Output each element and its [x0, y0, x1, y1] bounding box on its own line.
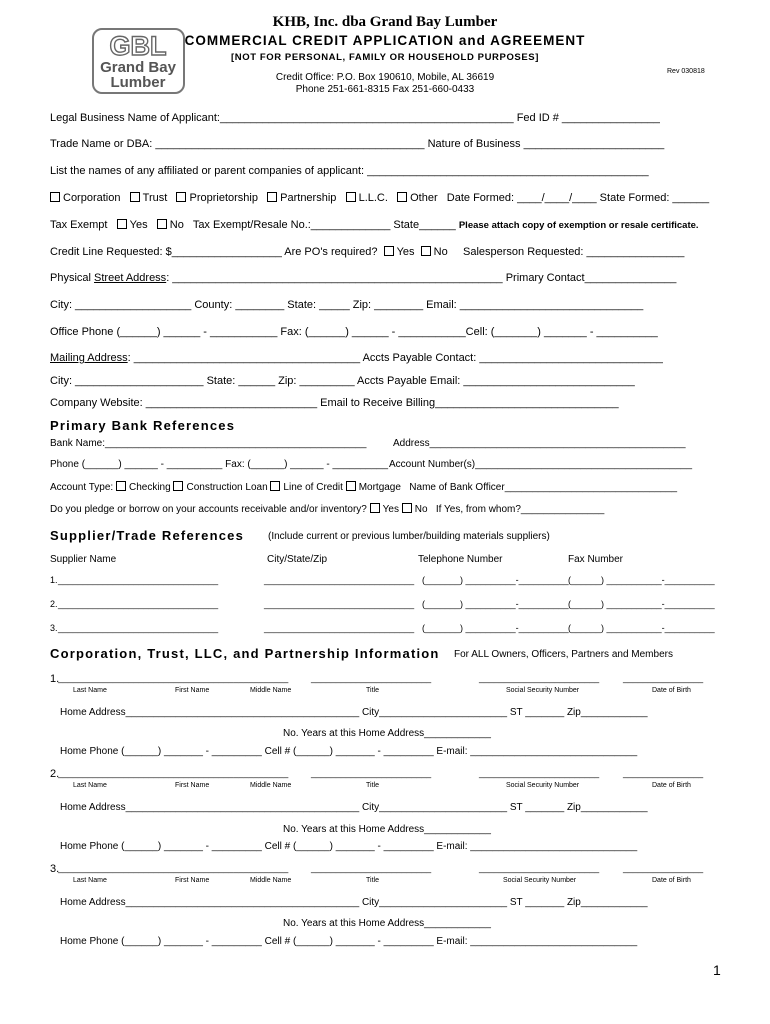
- first-name-caption: First Name: [175, 782, 210, 789]
- salesperson-field[interactable]: Salesperson Requested: ________________: [463, 246, 685, 258]
- bank-address-field[interactable]: Address______________________________________________: [393, 438, 686, 449]
- supplier-city-field[interactable]: ______________________________: [264, 623, 415, 633]
- years-at-address-field[interactable]: No. Years at this Home Address____________: [283, 728, 491, 739]
- owner-ssn-field[interactable]: ________________________: [479, 673, 600, 683]
- supplier-phone-field[interactable]: (_______) __________-__________: [422, 623, 569, 633]
- dob-caption: Date of Birth: [652, 687, 691, 694]
- owner-title-field[interactable]: ________________________: [311, 863, 432, 873]
- owner-number: 3.: [50, 863, 60, 875]
- form-title: COMMERCIAL CREDIT APPLICATION and AGREEMENT: [184, 33, 586, 48]
- owner-title-field[interactable]: ________________________: [311, 673, 432, 683]
- col-supplier-name: Supplier Name: [50, 554, 117, 565]
- logo-line1: Grand Bay: [100, 59, 176, 76]
- supplier-phone-field[interactable]: (_______) __________-__________: [422, 599, 569, 609]
- supplier-references-heading: Supplier/Trade References: [50, 528, 245, 543]
- tax-exempt-yes-label: Yes: [129, 219, 148, 231]
- home-address-field[interactable]: Home Address__________________________________________ City_______________________ ST _______ Zip____________: [60, 897, 648, 908]
- supplier-name-field[interactable]: ________________________________: [58, 623, 219, 633]
- city-county-row[interactable]: City: ___________________ County: ________ State: _____ Zip: ________ Email: ______________________________: [50, 299, 644, 311]
- llc-label: L.L.C.: [358, 192, 388, 204]
- supplier-note: (Include current or previous lumber/building materials suppliers): [268, 531, 550, 542]
- owner-name-field[interactable]: ______________________________________________: [58, 768, 289, 778]
- checking-checkbox[interactable]: [116, 481, 126, 491]
- middle-name-caption: Middle Name: [250, 782, 292, 789]
- tax-exempt-yes-checkbox[interactable]: [117, 219, 127, 229]
- corporation-checkbox[interactable]: [50, 192, 60, 202]
- tax-exempt-no-checkbox[interactable]: [157, 219, 167, 229]
- owner-number: 1.: [50, 673, 60, 685]
- supplier-row-number: 1.: [50, 575, 58, 585]
- affiliated-companies-row[interactable]: List the names of any affiliated or parent companies of applicant: ______________________________________________: [50, 165, 649, 177]
- account-type-row: [50, 481, 677, 493]
- first-name-caption: First Name: [175, 687, 210, 694]
- pledge-row: [50, 503, 604, 515]
- owner-ssn-field[interactable]: ________________________: [479, 768, 600, 778]
- po-yes-checkbox[interactable]: [384, 246, 394, 256]
- supplier-city-field[interactable]: ______________________________: [264, 575, 415, 585]
- po-no-checkbox[interactable]: [421, 246, 431, 256]
- col-city-state-zip: City/State/Zip: [267, 554, 328, 565]
- supplier-city-field[interactable]: ______________________________: [264, 599, 415, 609]
- supplier-fax-field[interactable]: (______) ___________-__________: [568, 623, 715, 633]
- bank-officer-field[interactable]: Name of Bank Officer_______________________________: [409, 482, 678, 493]
- dob-caption: Date of Birth: [652, 877, 691, 884]
- col-fax: Fax Number: [568, 554, 624, 565]
- mailing-address-row[interactable]: Mailing Address: _____________________________________ Accts Payable Contact: ______________________________: [50, 352, 663, 364]
- owners-heading: Corporation, Trust, LLC, and Partnership Information: [50, 646, 440, 661]
- form-notice: [NOT FOR PERSONAL, FAMILY OR HOUSEHOLD PURPOSES]: [230, 52, 540, 63]
- mortgage-checkbox[interactable]: [346, 481, 356, 491]
- revision: Rev 030818: [667, 68, 705, 75]
- bank-account-field[interactable]: Account Number(s)_______________________________________: [389, 459, 693, 470]
- ssn-caption: Social Security Number: [506, 687, 580, 694]
- supplier-row-number: 2.: [50, 599, 58, 609]
- bank-phone-fax-field[interactable]: Phone (______) ______ - __________ Fax: (______) ______ - __________: [50, 459, 389, 470]
- years-at-address-field[interactable]: No. Years at this Home Address____________: [283, 824, 491, 835]
- tax-exempt-row: [50, 219, 699, 231]
- dob-caption: Date of Birth: [652, 782, 691, 789]
- company-name: KHB, Inc. dba Grand Bay Lumber: [272, 14, 498, 30]
- credit-line-field[interactable]: Credit Line Requested: $__________________ Are PO's required?: [50, 246, 378, 258]
- office-phones: Phone 251-661-8315 Fax 251-660-0433: [295, 84, 475, 95]
- construction-loan-label: Construction Loan: [186, 482, 268, 493]
- website-row[interactable]: Company Website: ____________________________ Email to Receive Billing______________________________: [50, 397, 619, 409]
- proprietorship-label: Proprietorship: [189, 192, 258, 204]
- tax-exempt-label: Tax Exempt: [50, 219, 108, 231]
- credit-line-row: [50, 246, 684, 258]
- po-yes-label: Yes: [396, 246, 415, 258]
- supplier-fax-field[interactable]: (______) ___________-__________: [568, 575, 715, 585]
- owner-dob-field[interactable]: ________________: [623, 863, 704, 873]
- home-phone-field[interactable]: Home Phone (______) _______ - _________ Cell # (______) _______ - _________ E-mail: ______________________________: [60, 841, 638, 852]
- mailing-city-row[interactable]: City: _____________________ State: ______ Zip: _________ Accts Payable Email: ____________________________: [50, 375, 635, 387]
- home-address-field[interactable]: Home Address__________________________________________ City_______________________ ST _______ Zip____________: [60, 802, 648, 813]
- years-at-address-field[interactable]: No. Years at this Home Address____________: [283, 918, 491, 929]
- last-name-caption: Last Name: [73, 782, 107, 789]
- pledge-from-whom-field[interactable]: If Yes, from whom?_______________: [435, 504, 605, 515]
- supplier-phone-field[interactable]: (_______) __________-__________: [422, 575, 569, 585]
- home-phone-field[interactable]: Home Phone (______) _______ - _________ Cell # (______) _______ - _________ E-mail: ______________________________: [60, 936, 638, 947]
- trust-checkbox[interactable]: [130, 192, 140, 202]
- pledge-no-checkbox[interactable]: [402, 503, 412, 513]
- checking-label: Checking: [128, 482, 171, 493]
- pledge-question: Do you pledge or borrow on your accounts receivable and/or inventory?: [50, 504, 367, 515]
- title-caption: Title: [366, 877, 379, 884]
- line-of-credit-checkbox[interactable]: [270, 481, 280, 491]
- home-address-field[interactable]: Home Address__________________________________________ City_______________________ ST _______ Zip____________: [60, 707, 648, 718]
- supplier-name-field[interactable]: ________________________________: [58, 575, 219, 585]
- bank-name-field[interactable]: Bank Name:_______________________________________________: [50, 438, 367, 449]
- supplier-name-field[interactable]: ________________________________: [58, 599, 219, 609]
- tax-exempt-no-label: No: [169, 219, 184, 231]
- physical-address-row[interactable]: Physical Street Address: ______________________________________________________ Primary Contact_______________: [50, 272, 677, 284]
- supplier-fax-field[interactable]: (______) ___________-__________: [568, 599, 715, 609]
- owner-number: 2.: [50, 768, 60, 780]
- owner-ssn-field[interactable]: ________________________: [479, 863, 600, 873]
- account-type-label: Account Type:: [50, 482, 114, 493]
- owner-name-field[interactable]: ______________________________________________: [58, 863, 289, 873]
- first-name-caption: First Name: [175, 877, 210, 884]
- title-caption: Title: [366, 687, 379, 694]
- last-name-caption: Last Name: [73, 687, 107, 694]
- page-number: 1: [713, 962, 721, 978]
- resale-number-field[interactable]: Tax Exempt/Resale No.:_____________ State______: [192, 219, 456, 231]
- construction-loan-checkbox[interactable]: [173, 481, 183, 491]
- entity-type-row: [50, 192, 709, 204]
- partnership-label: Partnership: [280, 192, 337, 204]
- other-checkbox[interactable]: [397, 192, 407, 202]
- other-label: Other: [410, 192, 438, 204]
- owners-heading-note: For ALL Owners, Officers, Partners and Members: [454, 649, 673, 660]
- proprietorship-checkbox[interactable]: [176, 192, 186, 202]
- home-phone-field[interactable]: Home Phone (______) _______ - _________ Cell # (______) _______ - _________ E-mail: ______________________________: [60, 746, 638, 757]
- bank-references-heading: Primary Bank References: [50, 418, 236, 433]
- logo-letters: GBL: [109, 31, 167, 61]
- owner-title-field[interactable]: ________________________: [311, 768, 432, 778]
- llc-checkbox[interactable]: [346, 192, 356, 202]
- col-telephone: Telephone Number: [418, 554, 503, 565]
- date-state-formed[interactable]: Date Formed: ____/____/____ State Formed: ______: [446, 192, 710, 204]
- po-no-label: No: [433, 246, 448, 258]
- pledge-yes-checkbox[interactable]: [370, 503, 380, 513]
- owner-dob-field[interactable]: ________________: [623, 673, 704, 683]
- credit-office: Credit Office: P.O. Box 190610, Mobile, AL 36619: [275, 72, 495, 83]
- logo-line2: Lumber: [110, 74, 166, 91]
- trust-label: Trust: [142, 192, 168, 204]
- mortgage-label: Mortgage: [358, 482, 401, 493]
- legal-name-fed-id-row[interactable]: Legal Business Name of Applicant:________________________________________________ Fed ID # ________________: [50, 112, 660, 124]
- owner-dob-field[interactable]: ________________: [623, 768, 704, 778]
- office-phone-row[interactable]: Office Phone (______) ______ - ___________ Fax: (______) ______ - ___________Cell: (_______) _______ - __________: [50, 326, 658, 338]
- corporation-label: Corporation: [63, 192, 121, 204]
- line-of-credit-label: Line of Credit: [283, 482, 343, 493]
- title-caption: Title: [366, 782, 379, 789]
- pledge-no-label: No: [414, 504, 428, 515]
- ssn-caption: Social Security Number: [506, 782, 580, 789]
- pledge-yes-label: Yes: [382, 504, 399, 515]
- middle-name-caption: Middle Name: [250, 877, 292, 884]
- supplier-row-number: 3.: [50, 623, 58, 633]
- last-name-caption: Last Name: [73, 877, 107, 884]
- ssn-caption: Social Security Number: [503, 877, 577, 884]
- middle-name-caption: Middle Name: [250, 687, 292, 694]
- trade-name-row[interactable]: Trade Name or DBA: ____________________________________________ Nature of Business _______________________: [50, 138, 665, 150]
- owner-name-field[interactable]: ______________________________________________: [58, 673, 289, 683]
- partnership-checkbox[interactable]: [267, 192, 277, 202]
- exemption-note: Please attach copy of exemption or resale certificate.: [458, 220, 699, 231]
